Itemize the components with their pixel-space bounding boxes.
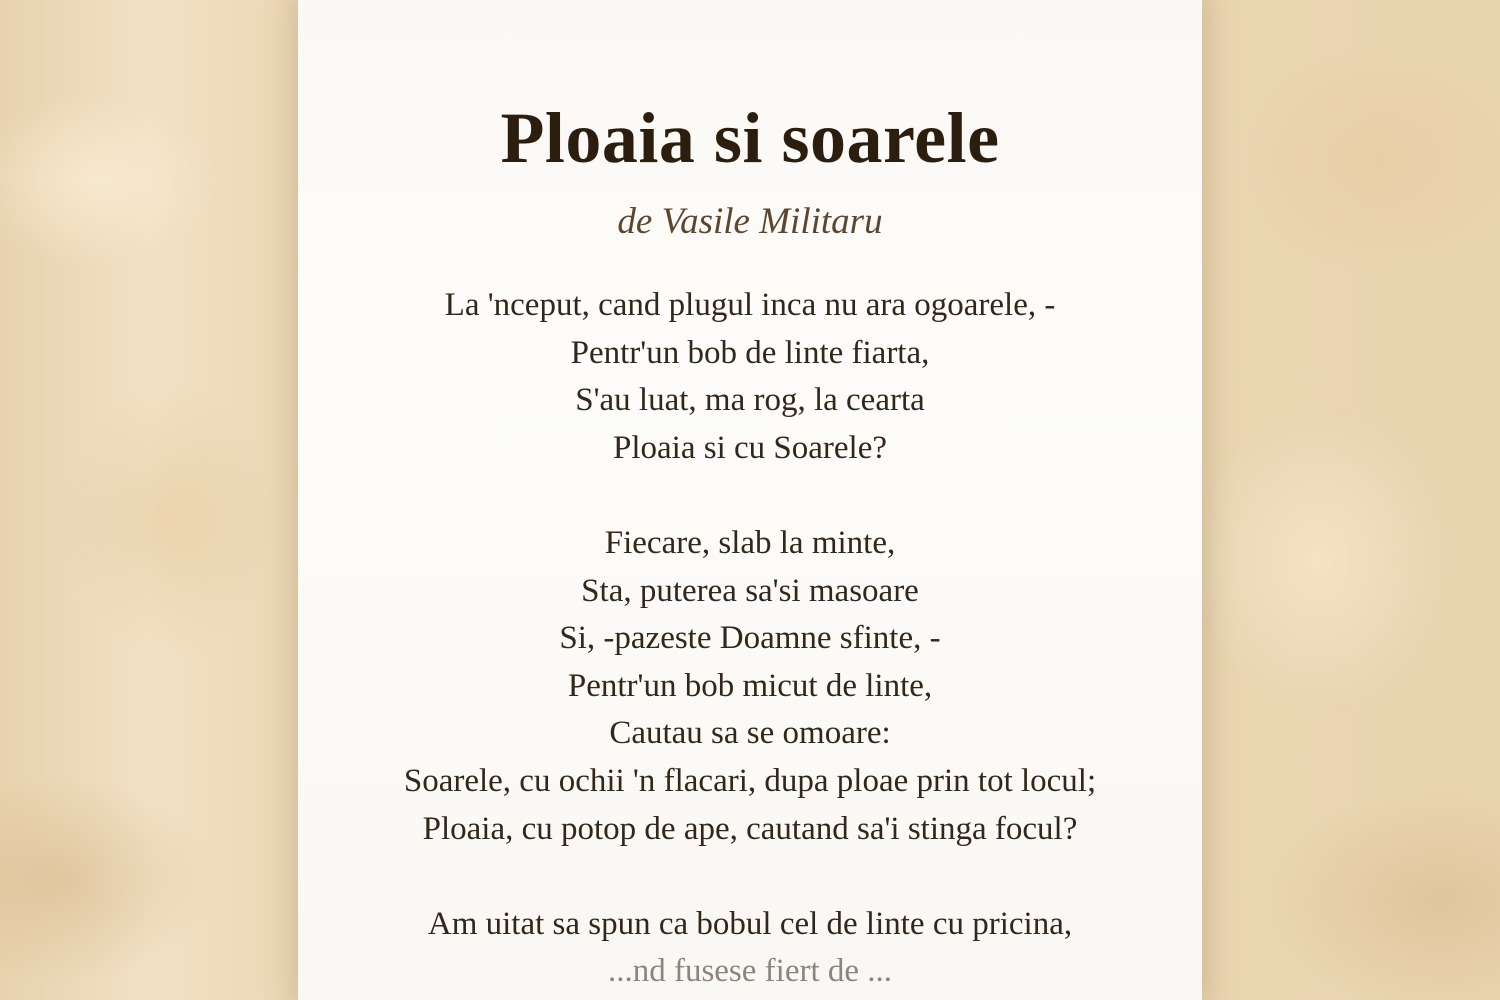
stanza-3	[298, 901, 1202, 996]
stanza-1	[298, 282, 1202, 472]
poem-page	[298, 0, 1202, 1000]
poem-line: Soarele, cu ochii 'n flacari, dupa ploae prin tot locul;	[403, 762, 1097, 799]
poem-line: Si, -pazeste Doamne sfinte, -	[559, 620, 941, 657]
poem-title: Ploaia si soarele	[500, 98, 1000, 178]
poem-line: La 'nceput, cand plugul inca nu ara ogoarele, -	[444, 287, 1056, 323]
poem-line: Pentr'un bob micut de linte,	[567, 667, 933, 704]
poem-line: Ploaia, cu potop de ape, cautand sa'i stinga focul?	[422, 810, 1078, 847]
poem-body	[298, 282, 1202, 996]
poem-line-cut-off: ...nd fusese fiert de ...	[607, 953, 893, 990]
poem-line: Am uitat sa spun ca bobul cel de linte cu pricina,	[427, 905, 1073, 942]
poem-line: S'au luat, ma rog, la cearta	[575, 382, 925, 419]
poem-line: Fiecare, slab la minte,	[604, 524, 896, 561]
poem-line: Cautau sa se omoare:	[609, 715, 891, 752]
poem-line: Pentr'un bob de linte fiarta,	[570, 334, 930, 371]
poem-line: Ploaia si cu Soarele?	[613, 429, 887, 466]
poem-line: Sta, puterea sa'si masoare	[581, 572, 919, 609]
poem-author: de Vasile Militaru	[617, 201, 883, 242]
stanza-2	[298, 520, 1202, 853]
